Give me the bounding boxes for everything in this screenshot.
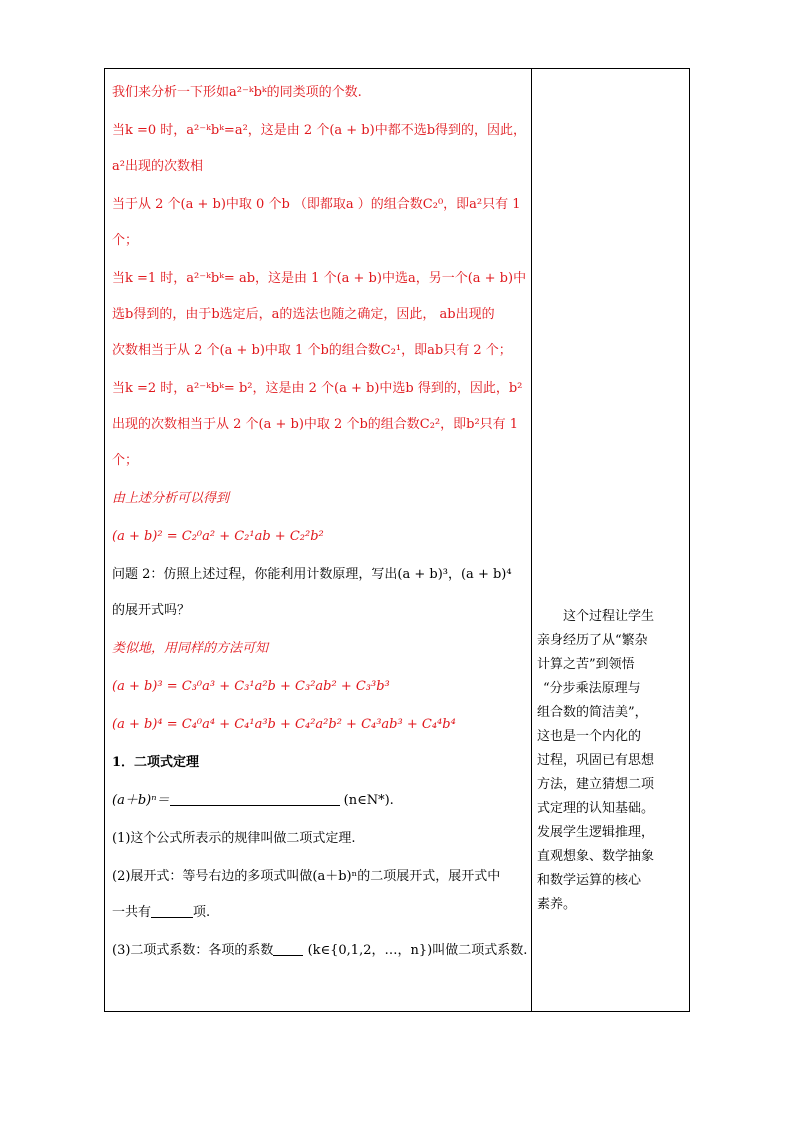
- question-2-line2: 的展开式吗？: [112, 603, 191, 618]
- case-k1-line1: 当k =1 时，a²⁻ᵏbᵏ= ab，这是由 1 个(a + b)中选a，另一个(a + b)中: [112, 271, 527, 286]
- content-column: [112, 78, 530, 974]
- case-k0-line1: 当k =0 时，a²⁻ᵏbᵏ=a²，这是由 2 个(a + b)中都不选b得到的，因此，: [112, 123, 527, 138]
- intent-line: 过程，巩固已有思想: [537, 753, 655, 768]
- column-divider: [531, 68, 532, 1012]
- case-k1-line3: 次数相当于从 2 个(a + b)中取 1 个b的组合数C₂¹，即ab只有 2 个；: [112, 343, 512, 358]
- definition-2-suffix: 项.: [193, 905, 211, 920]
- case-k0-combination-line1: 当于从 2 个(a + b)中取 0 个b （即都取a ）的组合数C₂⁰，即a²只有 1: [112, 197, 521, 212]
- intent-line: 组合数的简洁美”，: [537, 705, 648, 720]
- intent-line: 素养。: [537, 897, 577, 912]
- case-k1-line2: 选b得到的，由于b选定后，a的选法也随之确定，因此， ab出现的: [112, 307, 495, 322]
- formula-square: (a + b)² = C₂⁰a² + C₂¹ab + C₂²b²: [112, 529, 324, 544]
- case-k2-line3: 个；: [112, 453, 139, 468]
- binomial-lhs: (a＋b)ⁿ＝: [112, 793, 170, 808]
- case-k0-combination-line2: 个；: [112, 233, 139, 248]
- section-heading-binomial-theorem: 1．二项式定理: [112, 755, 200, 770]
- intent-line: 方法，建立猜想二项: [537, 777, 655, 792]
- case-k2-line2: 出现的次数相当于从 2 个(a + b)中取 2 个b的组合数C₂²，即b²只有 1: [112, 417, 519, 432]
- definition-2-text: 一共有: [112, 905, 152, 920]
- intent-line: 式定理的认知基础。: [537, 801, 655, 816]
- formula-cube: (a + b)³ = C₃⁰a³ + C₃¹a²b + C₃²ab² + C₃³b³: [112, 679, 390, 694]
- fill-blank-coefficient[interactable]: [273, 941, 303, 956]
- definition-3-text: (3)二项式系数：各项的系数: [112, 943, 274, 958]
- fill-blank-expansion[interactable]: [170, 791, 340, 806]
- binomial-formula-fill: [112, 786, 530, 816]
- question-2-line1: 问题 2：仿照上述过程，你能利用计数原理，写出(a + b)³，(a + b)⁴: [112, 567, 512, 582]
- intent-line: 计算之苦”到领悟: [537, 657, 635, 672]
- binomial-condition: (n∈N*).: [343, 793, 394, 808]
- definition-2-line1: (2)展开式：等号右边的多项式叫做(a＋b)ⁿ的二项展开式，展开式中: [112, 869, 501, 884]
- definition-3-suffix: (k∈{0,1,2，…，n})叫做二项式系数.: [307, 943, 528, 958]
- case-k2-line1: 当k =2 时，a²⁻ᵏbᵏ= b²，这是由 2 个(a + b)中选b 得到的，因此，b²: [112, 381, 523, 396]
- intent-line: “分步乘法原理与: [543, 681, 641, 696]
- definition-1: (1)这个公式所表示的规律叫做二项式定理.: [112, 831, 356, 846]
- analysis-conclusion: 由上述分析可以得到: [112, 491, 230, 506]
- definition-2-line2: [112, 898, 530, 928]
- intent-line: 和数学运算的核心: [537, 873, 642, 888]
- case-k0-line2: a²出现的次数相: [112, 159, 203, 174]
- definition-3: [112, 936, 530, 966]
- formula-fourth: (a + b)⁴ = C₄⁰a⁴ + C₄¹a³b + C₄²a²b² + C₄³ab³ + C₄⁴b⁴: [112, 717, 456, 732]
- intent-line: 发展学生逻辑推理，: [537, 825, 655, 840]
- intent-line: 亲身经历了从“繁杂: [537, 633, 648, 648]
- design-intent-column: [537, 605, 683, 917]
- intent-line: 这个过程让学生: [563, 609, 655, 624]
- fill-blank-term-count[interactable]: [151, 903, 193, 918]
- paragraph-intro: 我们来分析一下形如a²⁻ᵏbᵏ的同类项的个数.: [112, 85, 362, 100]
- intent-line: 直观想象、数学抽象: [537, 849, 655, 864]
- analogy-statement: 类似地，用同样的方法可知: [112, 641, 269, 656]
- design-intent-text: [537, 605, 683, 917]
- intent-line: 这也是一个内化的: [537, 729, 642, 744]
